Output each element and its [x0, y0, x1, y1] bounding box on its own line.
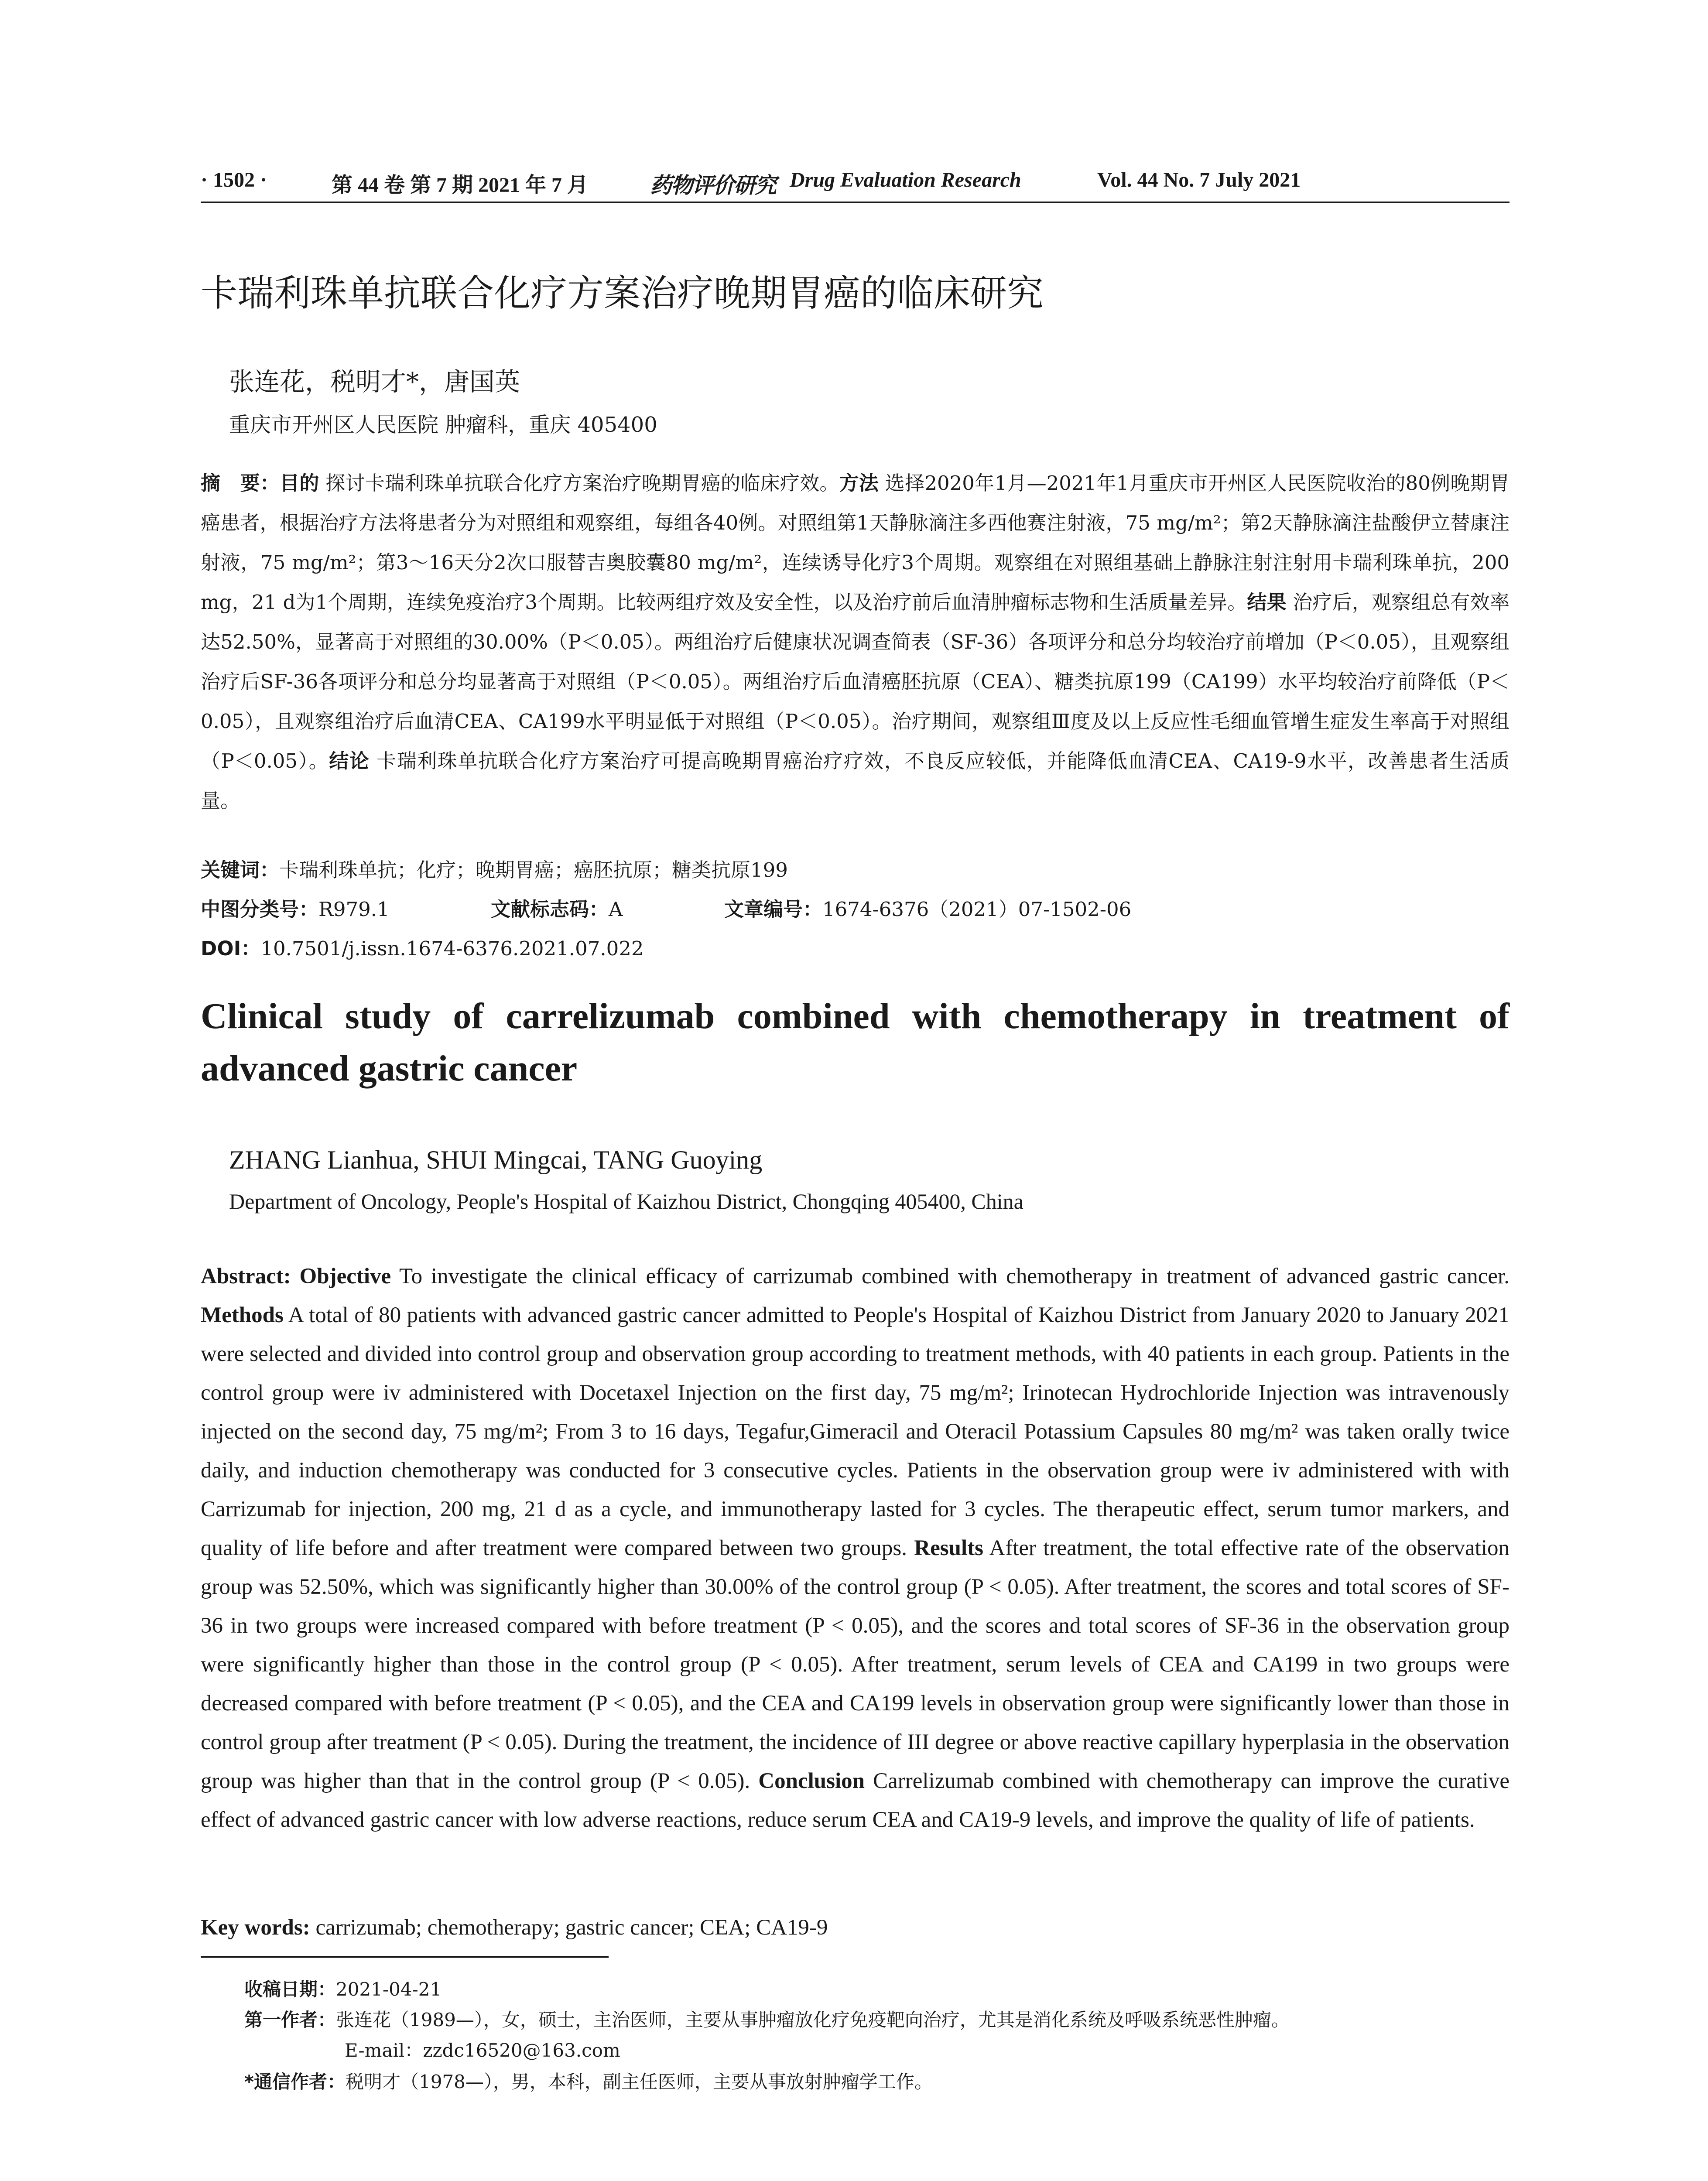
conclusion-label-en: Conclusion — [758, 1769, 865, 1793]
abstract-cn — [201, 463, 1509, 820]
methods-label-en: Methods — [201, 1303, 284, 1327]
results-label-en: Results — [914, 1536, 983, 1560]
methods-label-cn: 方法 — [839, 472, 879, 495]
keywords-cn — [201, 854, 788, 882]
received-label: 收稿日期： — [244, 1979, 336, 2000]
clc-label: 中图分类号： — [201, 898, 319, 921]
conclusion-label-cn: 结论 — [329, 749, 370, 773]
keywords-text-en: carrizumab; chemotherapy; gastric cancer; CEA; CA19-9 — [310, 1915, 828, 1940]
article-title-cn: 卡瑞利珠单抗联合化疗方案治疗晚期胃癌的临床研究 — [201, 272, 1044, 315]
clc-value: R979.1 — [318, 898, 390, 921]
received-date: 2021-04-21 — [336, 1979, 442, 2000]
footnote-email: E-mail：zzdc16520@163.com — [345, 2040, 620, 2061]
abstract-label-en: Abstract: — [201, 1264, 291, 1289]
authors-cn: 张连花，税明才*，唐国英 — [229, 367, 520, 397]
affiliation-en: Department of Oncology, People's Hospital of Kaizhou District, Chongqing 405400, China — [229, 1189, 1023, 1214]
methods-text-cn: 选择2020年1月—2021年1月重庆市开州区人民医院收治的80例晚期胃癌患者，根据治疗方法将患者分为对照组和观察组，每组各40例。对照组第1天静脉滴注多西他赛注射液，75 mg/m²；第2天静脉滴注盐酸伊立替康注射液，75 mg/m²；第3～16天分2次口服替吉奥胶囊80 mg/m²，连续诱导化疗3个周期。观察组在对照组基础上静脉注射注射用卡瑞利珠单抗，200 mg，21 d为1个周期，连续免疫治疗3个周期。比较两组疗效及安全性，以及治疗前后血清肿瘤标志物和生活质量差异。 — [201, 472, 1509, 614]
classification-line — [201, 893, 1509, 922]
journal-logo: 药物评价研究 — [650, 172, 776, 198]
methods-text-en: A total of 80 patients with advanced gastric cancer admitted to People's Hospital of Kaizhou District from January 2020 to January 2021 were selected and divided into control group and observation group according to treatment methods, with 40 patients in each group. Patients in the control group were iv administered with Docetaxel Injection on the first day, 75 mg/m²; Irinotecan Hydrochloride Injection was intravenously injected on the second day, 75 mg/m²; From 3 to 16 days, Tegafur,Gimeracil and Oteracil Potassium Capsules 80 mg/m² was taken orally twice daily, and induction chemotherapy was conducted for 3 consecutive cycles. Patients in the observation group were iv administered with with Carrizumab for injection, 200 mg, 21 d as a cycle, and immunotherapy lasted for 3 cycles. The therapeutic effect, serum tumor markers, and quality of life before and after treatment were compared between two groups. — [201, 1303, 1509, 1560]
objective-text-en: To investigate the clinical efficacy of carrizumab combined with chemotherapy in treatment of advanced gastric cancer. — [391, 1264, 1509, 1289]
conclusion-text-en: Carrelizumab combined with chemotherapy can improve the curative effect of advanced gastric cancer with low adverse reactions, reduce serum CEA and CA19-9 levels, and improve the quality of life of patients. — [201, 1769, 1510, 1832]
abstract-label-cn: 摘 要： — [201, 472, 280, 495]
footnote-corresponding — [244, 2068, 933, 2094]
objective-text-cn: 探讨卡瑞利珠单抗联合化疗方案治疗晚期胃癌的临床疗效。 — [319, 472, 839, 495]
page-number: · 1502 · — [201, 168, 267, 191]
article-no-value: 1674-6376（2021）07-1502-06 — [822, 898, 1132, 921]
results-text-en: After treatment, the total effective rate of the observation group was 52.50%, which was significantly higher than 30.00% of the control group (P < 0.05). After treatment, the scores and total scores of SF-36 in two groups were increased compared with before treatment (P < 0.05), and the scores and total scores of SF-36 in the observation group were significantly higher than those in the control group (P < 0.05). After treatment, serum levels of CEA and CA199 in two groups were decreased compared with before treatment (P < 0.05), and the CEA and CA199 levels in observation group were significantly lower than those in control group after treatment (P < 0.05). During the treatment, the incidence of III degree or above reactive capillary hyperplasia in the observation group was higher than that in the control group (P < 0.05). — [201, 1536, 1509, 1793]
journal-name-en: Drug Evaluation Research — [790, 168, 1021, 191]
objective-label-en: Objective — [299, 1264, 391, 1289]
running-header — [201, 168, 1509, 198]
conclusion-text-cn: 卡瑞利珠单抗联合化疗方案治疗可提高晚期胃癌治疗疗效，不良反应较低，并能降低血清CEA、CA19-9水平，改善患者生活质量。 — [201, 749, 1509, 812]
doc-code-value: A — [609, 898, 623, 921]
first-author-label: 第一作者： — [244, 2009, 336, 2031]
results-text-cn: 治疗后，观察组总有效率达52.50%，显著高于对照组的30.00%（P＜0.05）。两组治疗后健康状况调查简表（SF-36）各项评分和总分均较治疗前增加（P＜0.05），且观察组治疗后SF-36各项评分和总分均显著高于对照组（P＜0.05）。两组治疗后血清癌胚抗原（CEA）、糖类抗原199（CA199）水平均较治疗前降低（P＜0.05），且观察组治疗后血清CEA、CA199水平明显低于对照组（P＜0.05）。治疗期间，观察组Ⅲ度及以上反应性毛细血管增生症发生率高于对照组（P＜0.05）。 — [201, 591, 1509, 773]
issue-info-cn: 第 44 卷 第 7 期 2021 年 7 月 — [332, 174, 589, 197]
corresponding-text: 税明才（1978—），男，本科，副主任医师，主要从事放射肿瘤学工作。 — [345, 2071, 933, 2092]
keywords-text-cn: 卡瑞利珠单抗；化疗；晚期胃癌；癌胚抗原；糖类抗原199 — [279, 858, 788, 882]
affiliation-cn: 重庆市开州区人民医院 肿瘤科，重庆 405400 — [229, 413, 657, 437]
article-title-en: Clinical study of carrelizumab combined with chemotherapy in treatment of advanced gastric cancer — [201, 996, 1509, 1089]
authors-en: ZHANG Lianhua, SHUI Mingcai, TANG Guoying — [229, 1145, 763, 1174]
doc-code-label: 文献标志码： — [491, 898, 609, 921]
keywords-label-cn: 关键词： — [201, 858, 280, 882]
header-rule — [201, 202, 1509, 203]
keywords-label-en: Key words: — [201, 1915, 310, 1940]
keywords-en — [201, 1915, 828, 1940]
corresponding-label: *通信作者： — [244, 2071, 346, 2092]
footnote-received — [244, 1975, 442, 2001]
issue-info-en: Vol. 44 No. 7 July 2021 — [1097, 168, 1301, 191]
footnote-rule — [201, 1956, 609, 1958]
objective-label-cn: 目的 — [280, 472, 319, 495]
first-author-text: 张连花（1989—），女，硕士，主治医师，主要从事肿瘤放化疗免疫靶向治疗，尤其是消化系统及呼吸系统恶性肿瘤。 — [336, 2009, 1290, 2031]
article-no-label: 文章编号： — [724, 898, 823, 921]
footnote-first-author — [244, 2006, 1290, 2032]
doi-line — [201, 933, 644, 961]
doi-label: DOI： — [201, 937, 261, 960]
results-label-cn: 结果 — [1247, 591, 1287, 614]
abstract-en — [201, 1257, 1509, 1839]
doi-value: 10.7501/j.issn.1674-6376.2021.07.022 — [260, 937, 644, 960]
